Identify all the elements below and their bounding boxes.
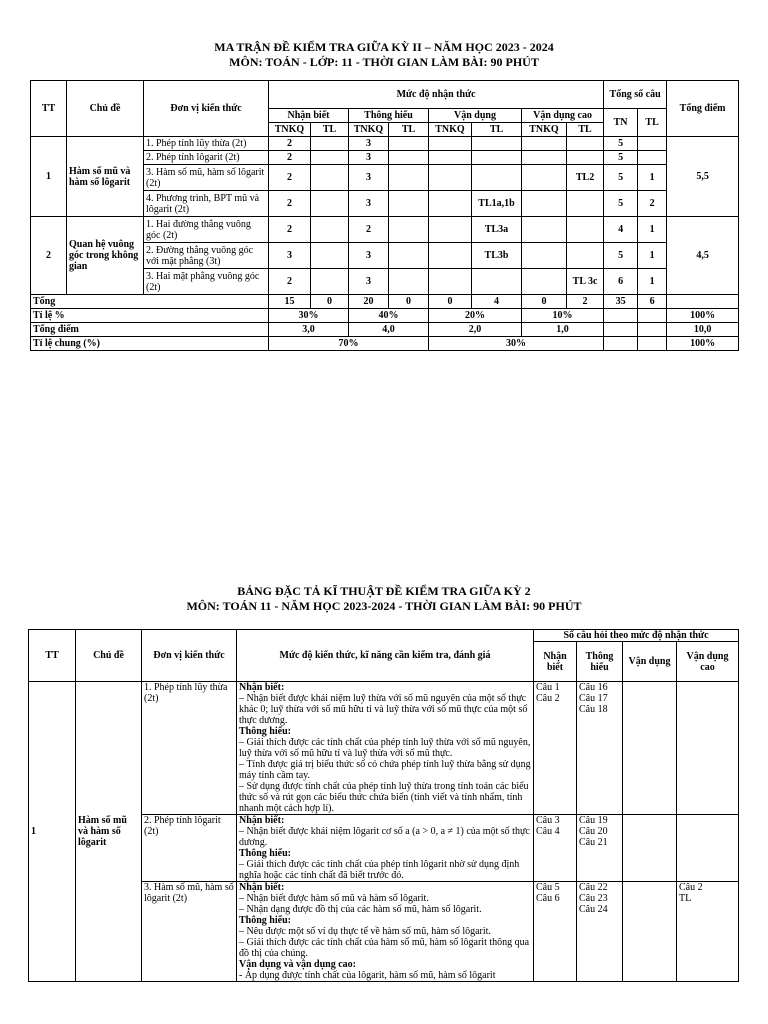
spec-table [28,629,739,982]
matrix-row [31,137,739,151]
level-heading: Thông hiểu: [239,848,291,859]
matrix-cell: 2 [269,137,311,151]
criteria-line: - Áp dụng được tính chất của lôgarit, hàm số mũ, hàm số lôgarit [239,970,496,981]
matrix-cell: TL1a,1b [472,191,522,217]
matrix-cell [389,269,429,295]
header-tl: TL [472,123,522,137]
matrix-cell [389,137,429,151]
topic-score: 4,5 [667,217,739,295]
row-chung-label: Tỉ lệ chung (%) [31,337,269,351]
topic-name: Quan hệ vuông góc trong không gian [67,217,144,295]
question-ref-th: Câu 19 Câu 20 Câu 21 [577,815,623,882]
header-van-dung: Vận dụng [429,109,522,123]
header-tl-total: TL [638,109,667,137]
matrix-cell [472,137,522,151]
level-heading: Nhận biết: [239,882,285,893]
question-ref-th: Câu 16 Câu 17 Câu 18 [577,682,623,815]
spec-header-muc-do: Mức độ kiến thức, kĩ năng cần kiểm tra, đánh giá [237,630,534,682]
matrix-cell: 5 [604,243,638,269]
matrix-cell [522,137,567,151]
matrix-cell [311,191,349,217]
matrix-cell [567,217,604,243]
row-tile-label: Tỉ lệ % [31,309,269,323]
criteria-line: – Nhận biết được khái niệm lôgarit cơ số a (a > 0, a ≠ 1) của một số thực dương. [239,826,530,848]
matrix-cell [311,269,349,295]
matrix-cell: TL3a [472,217,522,243]
spec-header-don-vi: Đơn vị kiến thức [142,630,237,682]
tile-cell: 10% [522,309,604,323]
spec-header-so-cau: Số câu hỏi theo mức độ nhận thức [534,630,739,642]
diem-cell: 2,0 [429,323,522,337]
matrix-cell: 5 [604,137,638,151]
criteria-line: – Tính được giá trị biểu thức số có chứa phép tính luỹ thừa bằng sử dụng máy tính cầm tay. [239,759,531,781]
topic-score: 5,5 [667,137,739,217]
unit-name: 4. Phương trình, BPT mũ và lôgarit (2t) [144,191,269,217]
matrix-cell [567,191,604,217]
level-heading: Thông hiểu: [239,915,291,926]
spec-unit-name: 2. Phép tính lôgarit (2t) [142,815,237,882]
matrix-cell: TL3b [472,243,522,269]
question-ref-nb: Câu 5 Câu 6 [534,882,577,982]
matrix-row [31,217,739,243]
matrix-cell [429,151,472,165]
empty-cell [604,337,638,351]
unit-name: 3. Hai mặt phẳng vuông góc (2t) [144,269,269,295]
matrix-cell: 1 [638,217,667,243]
matrix-cell [429,243,472,269]
matrix-cell [638,137,667,151]
matrix-cell [389,191,429,217]
matrix-table [30,80,739,351]
diem-cell: 4,0 [349,323,429,337]
spec-title-line1: BẢNG ĐẶC TẢ KĨ THUẬT ĐỀ KIỂM TRA GIỮA KỲ 2 [237,584,531,598]
spec-title-line2: MÔN: TOÁN 11 - NĂM HỌC 2023-2024 - THỜI GIAN LÀM BÀI: 90 PHÚT [186,599,582,613]
question-ref-th: Câu 22 Câu 23 Câu 24 [577,882,623,982]
spec-unit-name: 3. Hàm số mũ, hàm số lôgarit (2t) [142,882,237,982]
matrix-cell [472,269,522,295]
header-tnkq: TNKQ [349,123,389,137]
matrix-cell: 1 [638,269,667,295]
tong-cell: 0 [311,295,349,309]
spec-header-chu-de: Chủ đề [76,630,142,682]
matrix-cell [311,243,349,269]
matrix-cell: 3 [349,137,389,151]
matrix-title-line1: MA TRẬN ĐỀ KIỂM TRA GIỮA KỲ II – NĂM HỌC 2023 - 2024 [214,40,554,54]
matrix-cell: 2 [349,217,389,243]
matrix-cell [567,151,604,165]
question-ref-vd [623,682,677,815]
matrix-cell [389,165,429,191]
spec-row [29,682,739,815]
tong-cell: 6 [638,295,667,309]
matrix-cell: 3 [269,243,311,269]
header-tt: TT [31,81,67,137]
topic-name: Hàm số mũ và hàm số lôgarit [67,137,144,217]
matrix-cell [567,243,604,269]
matrix-cell: 3 [349,151,389,165]
empty-cell [638,337,667,351]
matrix-cell: 6 [604,269,638,295]
matrix-cell: TL2 [567,165,604,191]
tong-cell: 2 [567,295,604,309]
spec-header-van-dung-cao: Vận dụng cao [677,642,739,682]
empty-cell [638,323,667,337]
unit-name: 3. Hàm số mũ, hàm số lôgarit (2t) [144,165,269,191]
matrix-cell [389,217,429,243]
header-thong-hieu: Thông hiểu [349,109,429,123]
header-tn: TN [604,109,638,137]
topic-tt: 1 [31,137,67,217]
tong-cell: 0 [429,295,472,309]
criteria-line: – Giải thích được các tính chất của phép tính lôgarit nhờ sử dụng định nghĩa hoặc các tính chất đã biết trước đó. [239,859,520,881]
empty-cell [667,295,739,309]
matrix-cell: 1 [638,243,667,269]
tong-cell: 0 [522,295,567,309]
unit-name: 1. Phép tính lũy thừa (2t) [144,137,269,151]
header-nhan-biet: Nhận biết [269,109,349,123]
spec-header-van-dung: Vận dụng [623,642,677,682]
matrix-cell: 2 [269,165,311,191]
matrix-cell: 3 [349,243,389,269]
header-tl: TL [567,123,604,137]
matrix-cell [638,151,667,165]
question-ref-vdc [677,682,739,815]
diem-cell: 3,0 [269,323,349,337]
matrix-cell [429,165,472,191]
criteria-line: – Sử dụng được tính chất của phép tính luỹ thừa trong tính toán các biểu thức số và rút gọn các biểu thức chứa biến (tính viết và tính nhẩm, tính nhanh một cách hợp lí). [239,781,529,814]
header-tl: TL [389,123,429,137]
tong-cell: 35 [604,295,638,309]
criteria-line: – Giải thích được các tính chất của phép tính luỹ thừa với số mũ nguyên, luỹ thừa với số mũ hữu tỉ và luỹ thừa với số mũ thực. [239,737,531,759]
matrix-cell: 5 [604,165,638,191]
spec-header-tt: TT [29,630,76,682]
tong-cell: 0 [389,295,429,309]
matrix-cell [311,165,349,191]
empty-cell [604,323,638,337]
matrix-cell: 5 [604,151,638,165]
matrix-cell [522,191,567,217]
diem-total: 10,0 [667,323,739,337]
matrix-cell: 1 [638,165,667,191]
empty-cell [638,309,667,323]
criteria-line: – Nhận biết được khái niệm luỹ thừa với số mũ nguyên của một số thực khác 0; luỹ thừa với số mũ hữu tỉ và luỹ thừa với số mũ thực của một số thực dương. [239,693,528,726]
criteria-line: – Nêu được một số ví dụ thực tế về hàm số mũ, hàm số lôgarit. [239,926,491,937]
level-heading: Thông hiểu: [239,726,291,737]
matrix-cell [472,165,522,191]
header-tnkq: TNKQ [522,123,567,137]
diem-cell: 1,0 [522,323,604,337]
spec-description [237,815,534,882]
header-don-vi: Đơn vị kiến thức [144,81,269,137]
matrix-title-line2: MÔN: TOÁN - LỚP: 11 - THỜI GIAN LÀM BÀI: 90 PHÚT [229,55,539,69]
question-ref-nb: Câu 1 Câu 2 [534,682,577,815]
matrix-cell [311,137,349,151]
header-tong-diem: Tổng điểm [667,81,739,137]
matrix-cell [389,151,429,165]
row-tong-label: Tổng [31,295,269,309]
header-tl: TL [311,123,349,137]
tile-cell: 20% [429,309,522,323]
tile-total: 100% [667,309,739,323]
matrix-cell [311,151,349,165]
level-heading: Nhận biết: [239,682,285,693]
matrix-cell [389,243,429,269]
spec-header-nhan-biet: Nhận biết [534,642,577,682]
header-chu-de: Chủ đề [67,81,144,137]
level-heading: Vận dụng và vận dụng cao: [239,959,356,970]
topic-tt: 2 [31,217,67,295]
matrix-cell: 2 [269,269,311,295]
matrix-cell [522,269,567,295]
matrix-cell [522,217,567,243]
header-tnkq: TNKQ [429,123,472,137]
matrix-cell: 3 [349,191,389,217]
header-muc-do: Mức độ nhận thức [269,81,604,109]
header-tong-so-cau: Tổng số câu [604,81,667,109]
spec-header-thong-hieu: Thông hiểu [577,642,623,682]
unit-name: 2. Đường thẳng vuông góc với mặt phẳng (3t) [144,243,269,269]
chung-cell: 70% [269,337,429,351]
tong-cell: 4 [472,295,522,309]
matrix-cell: 3 [349,165,389,191]
criteria-line: – Nhận dạng được đồ thị của các hàm số mũ, hàm số lôgarit. [239,904,482,915]
tong-cell: 20 [349,295,389,309]
matrix-cell: 5 [604,191,638,217]
question-ref-vd [623,815,677,882]
unit-name: 2. Phép tính lôgarit (2t) [144,151,269,165]
spec-description [237,682,534,815]
matrix-cell [429,137,472,151]
matrix-cell [522,243,567,269]
tong-cell: 15 [269,295,311,309]
spec-description [237,882,534,982]
row-diem-label: Tổng điểm [31,323,269,337]
matrix-cell [429,269,472,295]
question-ref-vd [623,882,677,982]
criteria-line: – Giải thích được các tính chất của hàm số mũ, hàm số lôgarit thông qua đồ thị của chúng. [239,937,530,959]
matrix-cell: 2 [638,191,667,217]
unit-name: 1. Hai đường thẳng vuông góc (2t) [144,217,269,243]
matrix-cell [567,137,604,151]
matrix-cell: 2 [269,217,311,243]
matrix-cell [311,217,349,243]
spec-topic-tt: 1 [29,682,76,982]
tile-cell: 30% [269,309,349,323]
matrix-cell: 4 [604,217,638,243]
header-tnkq: TNKQ [269,123,311,137]
question-ref-vdc: Câu 2 TL [677,882,739,982]
matrix-cell: TL 3c [567,269,604,295]
matrix-cell [429,217,472,243]
question-ref-vdc [677,815,739,882]
matrix-cell: 2 [269,191,311,217]
matrix-cell: 3 [349,269,389,295]
question-ref-nb: Câu 3 Câu 4 [534,815,577,882]
empty-cell [604,309,638,323]
matrix-cell [522,165,567,191]
header-van-dung-cao: Vận dụng cao [522,109,604,123]
level-heading: Nhận biết: [239,815,285,826]
spec-unit-name: 1. Phép tính lũy thừa (2t) [142,682,237,815]
spec-topic-name: Hàm số mũ và hàm số lôgarit [76,682,142,982]
matrix-cell [472,151,522,165]
criteria-line: – Nhận biết được hàm số mũ và hàm số lôgarit. [239,893,429,904]
chung-total: 100% [667,337,739,351]
tile-cell: 40% [349,309,429,323]
chung-cell: 30% [429,337,604,351]
matrix-cell [429,191,472,217]
matrix-cell [522,151,567,165]
matrix-cell: 2 [269,151,311,165]
